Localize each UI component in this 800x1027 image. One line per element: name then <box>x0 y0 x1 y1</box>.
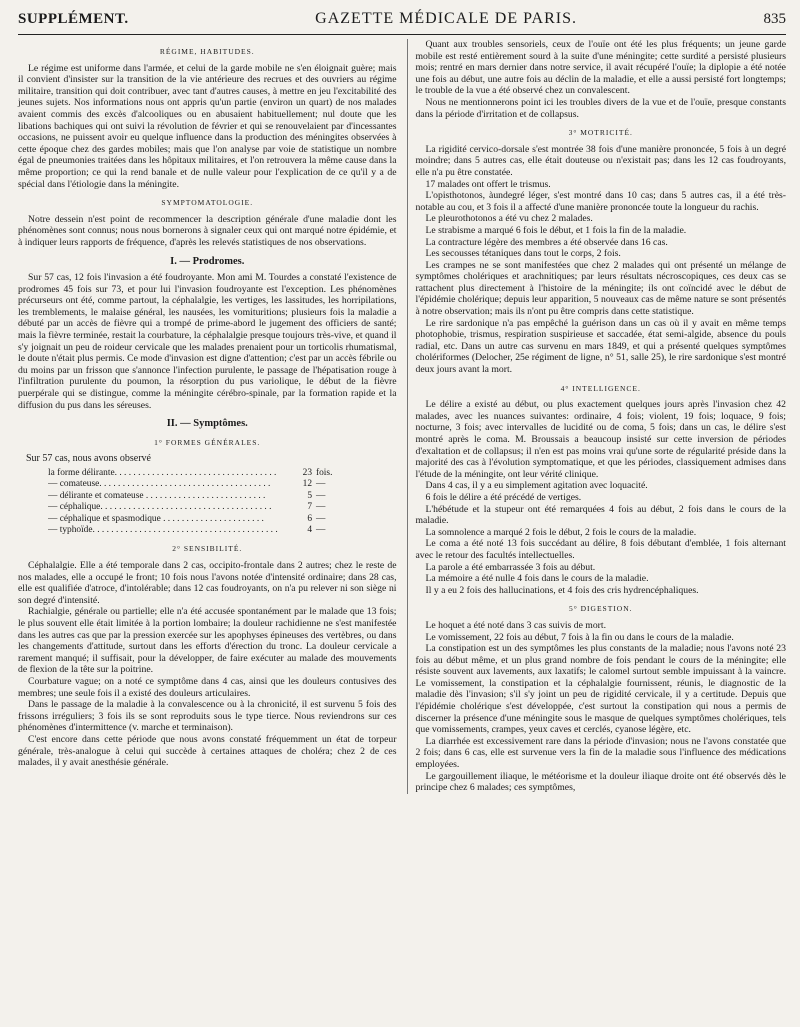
paragraph-rachialgie: Rachialgie, générale ou partielle; elle n'a été accusée spontanément par le malade que 13 fois; le plus souvent elle était limitée à la portion lombaire; la douleur rachidienne ne s'est manifestée dans les autres cas que par la pression exercée sur les apophyses épineuses des vertèbres, ou dans les changements d'attitude, surtout dans les efforts d'érection du tronc. La douleur cervicale a rarement manqué; il suffisait, pour la développer, de faire exécuter au malade des mouvements de flexion de la tête sur la poitrine. <box>18 606 397 676</box>
forme-value: 7 <box>307 502 312 513</box>
paragraph-delire: Le délire a existé au début, ou plus exactement quelques jours après l'invasion chez 42 malades, avec les nuances suivantes: ordinaire, 4 fois; violent, 19 fois; loquace, 9 fois; nocturne, 3 fois; avec intervalles de lucidité ou de coma, 5 fois; dans un cas, le délire s'est montré après le coma. M. Broussais a beaucoup insisté sur cette inversion de périodes d'exaltation et de collapsus; il n'en est pas moins vrai qu'une sorte de régularité préside dans la majorité des cas à l'évolution symptomatique, et que les périodes, classiquement admises dans l'étude de la méningite, ont leur vérité clinique. <box>415 399 786 480</box>
paragraph-rire-sardonique: Le rire sardonique n'a pas empêché la guérison dans un cas où il y avait en même temps photophobie, trismus, respiration suspirieuse et saccadée, état semi-algide, absence du pouls radial, etc. Dans un autre cas survenu en mars 1849, et qui a présenté quelques symptômes cholériformes (Delocher, 25e régiment de ligne, n° 51, salle 25), le rire sardonique s'est montré deux jours avant la mort. <box>415 317 786 376</box>
heading-symptomes: II. — Symptômes. <box>166 418 248 430</box>
heading-intelligence: 4° INTELLIGENCE. <box>560 383 641 393</box>
formes-lead: Sur 57 cas, nous avons observé <box>26 453 151 465</box>
table-row <box>48 479 397 490</box>
paragraph-mention: Nous ne mentionnerons point ici les troubles divers de la vue et de l'ouïe, presque constants dans la période d'irritation et de collapsus. <box>415 96 786 120</box>
paragraph-agitation: Dans 4 cas, il y a eu simplement agitation avec loquacité. <box>425 480 648 492</box>
forme-value: 5 <box>307 490 312 501</box>
supplement-label: SUPPLÉMENT. <box>18 11 129 27</box>
paragraph-prodromes: Sur 57 cas, 12 fois l'invasion a été foudroyante. Mon ami M. Tourdes a constaté l'existence de prodromes 45 fois sur 73, et pour lui l'invasion foudroyante est l'exception. Les phénomènes précurseurs ont été, comme partout, la céphalalgie, les vertiges, les lassitudes, les horripilations, les tremblements, le malaise général, les nausées, les vomituritions; plusieurs fois la maladie a débuté par un accès de fièvre qui a trompé de prime-abord le jugement des officiers de santé; mais la fièvre terminée, restait la courbature, la céphalalgie presque toujours très-vive, et quand il s'y joignait un peu de roideur cervicale que les malades prenaient pour un torticolis rhumatismal, le doute n'était plus permis. Ce mode d'invasion est digne d'attention; c'est par un accès fébrile ou du moins par un frisson que s'annonce l'infection purulente, le passage de l'hépatisation rouge à l'infiltration purulente du poumon, la résorption du pus variolique, le début de la fièvre puerpérale qui se distingue, comme la méningite cérébro-spinale, par la formation rapide et la diffusion du pus dans les séreuses. <box>18 272 397 411</box>
forme-label: — comateuse. . . . . . . . . . . . . . . . . . . . . . . . . . . . . . . . . . . . . <box>48 479 271 490</box>
paragraph-diarrhee: La diarrhée est excessivement rare dans la période d'invasion; nous ne l'avons constatée que 2 fois; dans 6 cas, elle est survenue vers la fin de la maladie sous l'influence des médications employées. <box>415 735 786 771</box>
heading-sensibilite: 2° SENSIBILITÉ. <box>172 544 243 554</box>
paragraph-torpeur: C'est encore dans cette période que nous avons constaté fréquemment un état de torpeur générale, très-analogue à celui qui succède à certaines attaques de choléra; chez 2 de ces malades, il y avait anesthésie générale. <box>18 733 397 769</box>
paragraph-hebetude: L'hébétude et la stupeur ont été remarquées 4 fois au début, 2 fois dans le cours de la maladie. <box>415 503 786 527</box>
paragraph-contracture: La contracture légère des membres a été observée dans 16 cas. <box>425 236 668 248</box>
paragraph-crampes: Les crampes ne se sont manifestées que chez 2 malades qui ont présenté un mélange de symptômes cholériques et arachnitiques; par leurs résultats nécroscopiques, ces deux cas se rattachent plus directement à l'histoire de la méningite; ils ont coïncidé avec le début de l'épidémie cholérique; depuis leur apparition, 5 nouveaux cas de même nature se sont présentés à notre observation; mais ils n'ont pu être compris dans cette statistique. <box>415 259 786 318</box>
table-row <box>48 502 397 513</box>
paragraph-troubles-sensoriels: Quant aux troubles sensoriels, ceux de l'ouïe ont été les plus fréquents; un jeune garde mobile est resté entièrement sourd à la suite d'une méningite; cette surdité a persisté plusieurs mois; rentré en mars dernier dans notre service, il avait récupéré l'ouïe; la diplopie a été notée une fois au début, une autre fois au déclin de la maladie, et elle a aussi persisté fort longtemps; le trouble de la vue a été observé chez un convalescent. <box>415 39 786 97</box>
forme-value: 4 <box>307 525 312 536</box>
heading-digestion: 5° DIGESTION. <box>569 604 633 614</box>
heading-motricite: 3° MOTRICITÉ. <box>568 128 633 138</box>
article-columns <box>18 39 786 794</box>
forme-label: — céphalique. . . . . . . . . . . . . . . . . . . . . . . . . . . . . . . . . . . . . <box>48 502 272 513</box>
right-column <box>407 39 787 794</box>
paragraph-trismus: 17 malades ont offert le trismus. <box>425 178 551 190</box>
paragraph-coma: Le coma a été noté 13 fois succédant au délire, 8 fois débutant d'emblée, 1 fois alternant avec le retour des facultés intellectuelles. <box>415 538 786 561</box>
paragraph-cephalalgie: Céphalalgie. Elle a été temporale dans 2 cas, occipito-frontale dans 2 autres; chez le reste de nos malades, elle a occupé le front; 10 fois nous l'avons notée d'intensité ordinaire; dans 28 cas, elle est qualifiée d'atroce, d'intolérable; dans 12 cas foudroyants, on n'a pu relever ni son siège ni son degré d'intensité. <box>18 560 397 606</box>
forme-label: — délirante et comateuse . . . . . . . . . . . . . . . . . . . . . . . . . . <box>48 490 266 501</box>
forme-unit: — <box>316 479 326 490</box>
table-row <box>48 514 397 525</box>
paragraph-vertiges: 6 fois le délire a été précédé de vertiges. <box>425 491 582 503</box>
forme-unit: — <box>316 513 326 524</box>
left-column <box>18 39 397 794</box>
paragraph-constipation: La constipation est un des symptômes les plus constants de la maladie; nous l'avons noté 23 fois au début même, et un plus grand nombre de fois pendant le cours de la méningite; elle résiste souvent aux lavements, aux laxatifs; le calomel surtout semble impuissant à la vaincre. Le vomissement, la constipation et la céphalalgie fournissent, réunis, le diagnostic de la maladie dès l'invasion; s'il s'y joint un peu de rigidité cervicale, il y a certitude. Depuis que l'épidémie cholérique s'est développée, c'est surtout la constipation qui nous a permis de discerner la présence d'une méningite sous le masque de quelques symptômes cholériques, tels que vomissements, crampes, yeux caves et cerclés, cyanose légère, etc. <box>415 643 786 736</box>
heading-formes-generales: 1° FORMES GÉNÉRALES. <box>154 437 261 447</box>
table-row <box>48 491 397 502</box>
running-header <box>18 10 786 35</box>
paragraph-rigidite: La rigidité cervico-dorsale s'est montrée 38 fois d'une manière prononcée, 5 fois à un degré moindre; dans 5 autres cas, elle était douteuse ou n'existait pas; dans les 12 cas foudroyants, elle n'a pu être constatée. <box>415 143 786 178</box>
forme-value: 12 <box>302 479 312 490</box>
paragraph-gargouillement: Le gargouillement iliaque, le météorisme et la douleur iliaque droite ont été observés dès le principe chez 6 malades; ces symptômes, <box>415 770 786 794</box>
forme-value: 23 <box>302 468 312 478</box>
paragraph-secousses: Les secousses tétaniques dans tout le corps, 2 fois. <box>425 248 621 260</box>
forme-unit: fois. <box>316 468 333 478</box>
paragraph-symptomatologie: Notre dessein n'est point de recommencer la description générale d'une maladie dont les phénomènes sont connus; nous nous bornerons à signaler ceux qui ont marqué notre épidémie, et à indiquer leurs rapports de fréquence, d'après les relevés statistiques de nos observations. <box>18 213 397 248</box>
heading-regime: RÉGIME, HABITUDES. <box>159 47 255 56</box>
paragraph-vomissement: Le vomissement, 22 fois au début, 7 fois à la fin ou dans le cours de la maladie. <box>425 631 734 643</box>
paragraph-passage: Dans le passage de la maladie à la convalescence ou à la chronicité, il est survenu 5 fois des frissons irréguliers; 3 fois ils se sont reproduits sous le type tierce. Nous reviendrons sur ces phénomènes d'intermittence (v. marche et terminaison). <box>18 699 397 734</box>
formes-table <box>48 468 397 536</box>
paragraph-strabisme: Le strabisme a marqué 6 fois le début, et 1 fois la fin de la maladie. <box>425 224 687 236</box>
forme-label: — typhoïde. . . . . . . . . . . . . . . . . . . . . . . . . . . . . . . . . . . . . . . . <box>48 525 278 536</box>
forme-unit: — <box>316 490 326 501</box>
paragraph-courbature: Courbature vague; on a noté ce symptôme dans 4 cas, ainsi que les douleurs contusives des membres; une seule fois il a existé des douleurs articulaires. <box>18 675 397 699</box>
forme-unit: — <box>316 525 326 536</box>
paragraph-hallucinations: Il y a eu 2 fois des hallucinations, et 4 fois des cris hydrencéphaliques. <box>425 584 699 596</box>
journal-title: GAZETTE MÉDICALE DE PARIS. <box>315 10 577 27</box>
table-row <box>48 525 397 536</box>
page-number: 835 <box>763 11 786 27</box>
paragraph-hoquet: Le hoquet a été noté dans 3 cas suivis de mort. <box>425 619 607 631</box>
table-row <box>48 468 397 479</box>
paragraph-parole: La parole a été embarrassée 3 fois au début. <box>425 561 596 573</box>
paragraph-pleurothotonos: Le pleurothotonos a été vu chez 2 malades. <box>425 213 593 225</box>
forme-value: 6 <box>307 513 312 524</box>
forme-unit: — <box>316 502 326 513</box>
paragraph-somnolence: La somnolence a marqué 2 fois le début, 2 fois le cours de la maladie. <box>425 526 697 538</box>
paragraph-regime: Le régime est uniforme dans l'armée, et celui de la garde mobile ne s'en éloignait guère; mais il convient d'insister sur la transition de la vie antérieure des recrues et des ouvriers au régime militaire, transition qui doit contribuer, avec tant d'autres causes, à mettre en jeu l'excitabilité des jeunes sujets. Nos informations nous ont appris qu'un partie (environ un quart) de nos malades avaient commis des excès d'alcooliques ou en abusaient habituellement; nul doute que les libations bachiques qui ont suivi la révolution de février et qui se renouvelaient par d'incessantes occasions, ne puissent avoir eu quelque influence dans la production des méningites observées à cette époque chez des gardes mobiles; mais que l'on analyse par voie de statistique un nombre égal de pneumonies traitées dans les hôpitaux militaires, et l'on retrouvera la même cause dans la même proportion; ce qui la rend banale et de nulle valeur pour l'explication de ce qu'il y a de spécial dans l'étiologie dans la méningite. <box>18 62 397 190</box>
forme-label: — céphalique et spasmodique . . . . . . . . . . . . . . . . . . . . . . <box>48 513 264 524</box>
heading-symptomatologie: SYMPTOMATOLOGIE. <box>161 198 254 208</box>
forme-label: la forme délirante. . . . . . . . . . . . . . . . . . . . . . . . . . . . . . . . . . . <box>48 468 277 478</box>
paragraph-opisthotonos: L'opisthotonos, àundegré léger, s'est montré dans 10 cas; dans 5 autres cas, il a été très-notable au cou, et 3 fois il a affecté d'une manière prononcée toute la longueur du rachis. <box>415 190 786 213</box>
heading-prodromes: I. — Prodromes. <box>170 255 245 267</box>
paragraph-memoire: La mémoire a été nulle 4 fois dans le cours de la maladie. <box>425 573 649 585</box>
